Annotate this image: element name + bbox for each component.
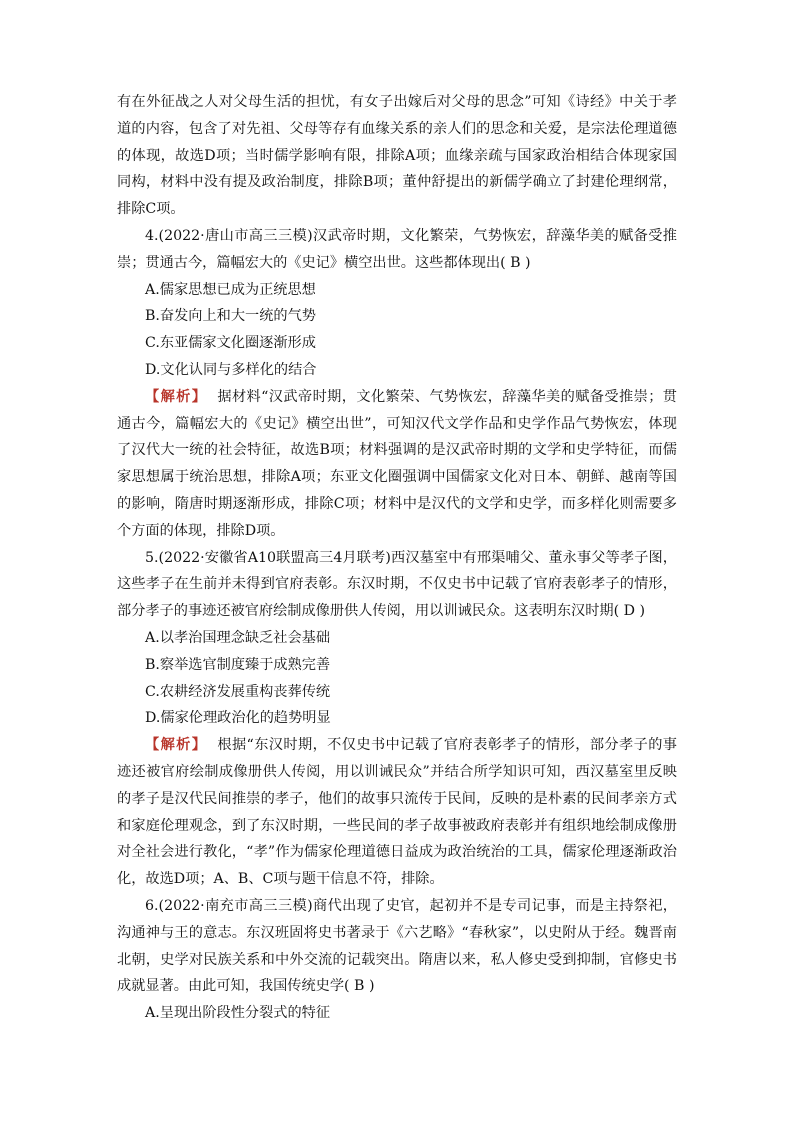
question-5-option-a: A.以孝治国理念缺乏社会基础 <box>145 629 331 646</box>
question-4-option-b: B.奋发向上和大一统的气势 <box>145 308 316 325</box>
question-5-option-b: B.察举选官制度臻于成熟完善 <box>145 656 331 673</box>
question-4-option-a: A.儒家思想已成为正统思想 <box>145 281 316 298</box>
question-5 <box>117 545 677 893</box>
question-5-stem: 5.(2022·安徽省A10联盟高三4月联考)西汉墓室中有邢渠哺父、董永事父等孝子图，这些孝子在生前并未得到官府表彰。东汉时期，不仅史书中记载了官府表彰孝子的情形，部分孝子的事迹还被官府绘制成像册供人传阅，用以训诫民众。这表明东汉时期( D ) <box>117 549 677 620</box>
question-4-analysis <box>117 384 677 545</box>
page-content <box>117 89 677 1027</box>
question-5-analysis <box>117 732 677 893</box>
question-6 <box>117 893 677 1027</box>
analysis-label: 【解析】 <box>145 737 208 754</box>
question-5-option-c: C.农耕经济发展重构丧葬传统 <box>145 683 331 700</box>
question-4-analysis-text: 据材料“汉武帝时期，文化繁荣、气势恢宏，辞藻华美的赋备受推崇；贯通古今，篇幅宏大的《史记》横空出世”，可知汉代文学作品和史学作品气势恢宏，体现了汉代大一统的社会特征，故选B项；材料强调的是汉武帝时期的文学和史学特征，而儒家思想属于统治思想，排除A项；东亚文化圈强调中国儒家文化对日本、朝鲜、越南等国的影响，隋唐时期逐渐形成，排除C项；材料中是汉代的文学和史学，而多样化则需要多个方面的体现，排除D项。 <box>117 388 677 539</box>
previous-analysis-continuation: 有在外征战之人对父母生活的担忧，有女子出嫁后对父母的思念”可知《诗经》中关于孝道的内容，包含了对先祖、父母等存有血缘关系的亲人们的思念和关爱，是宗法伦理道德的体现，故选D项；当时儒学影响有限，排除A项；血缘亲疏与国家政治相结合体现家国同构，材料中没有提及政治制度，排除B项；董仲舒提出的新儒学确立了封建伦理纲常，排除C项。 <box>117 94 677 218</box>
question-5-analysis-text: 根据“东汉时期，不仅史书中记载了官府表彰孝子的情形，部分孝子的事迹还被官府绘制成像册供人传阅，用以训诫民众”并结合所学知识可知，西汉墓室里反映的孝子是汉代民间推崇的孝子，他们的故事只流传于民间，反映的是朴素的民间孝亲方式和家庭伦理观念，到了东汉时期，一些民间的孝子故事被政府表彰并有组织地绘制成像册对全社会进行教化，“孝”作为儒家伦理道德日益成为政治统治的工具，儒家伦理逐渐政治化，故选D项；A、B、C项与题干信息不符，排除。 <box>117 737 677 888</box>
analysis-label: 【解析】 <box>145 388 208 405</box>
question-5-option-d: D.儒家伦理政治化的趋势明显 <box>145 710 331 727</box>
question-4-stem: 4.(2022·唐山市高三三模)汉武帝时期，文化繁荣，气势恢宏，辞藻华美的赋备受推崇；贯通古今，篇幅宏大的《史记》横空出世。这些都体现出( B ) <box>117 227 677 271</box>
question-6-stem: 6.(2022·南充市高三三模)商代出现了史官，起初并不是专司记事，而是主持祭祀，沟通神与王的意志。东汉班固将史书著录于《六艺略》“春秋家”，以史附从于经。魏晋南北朝，史学对民族关系和中外交流的记载突出。隋唐以来，私人修史受到抑制，官修史书成就显著。由此可知，我国传统史学( B ) <box>117 897 677 995</box>
question-6-option-a: A.呈现出阶段性分裂式的特征 <box>145 1005 331 1022</box>
question-4-option-d: D.文化认同与多样化的结合 <box>145 361 317 378</box>
question-4-option-c: C.东亚儒家文化圈逐渐形成 <box>145 335 316 352</box>
question-4 <box>117 223 677 545</box>
